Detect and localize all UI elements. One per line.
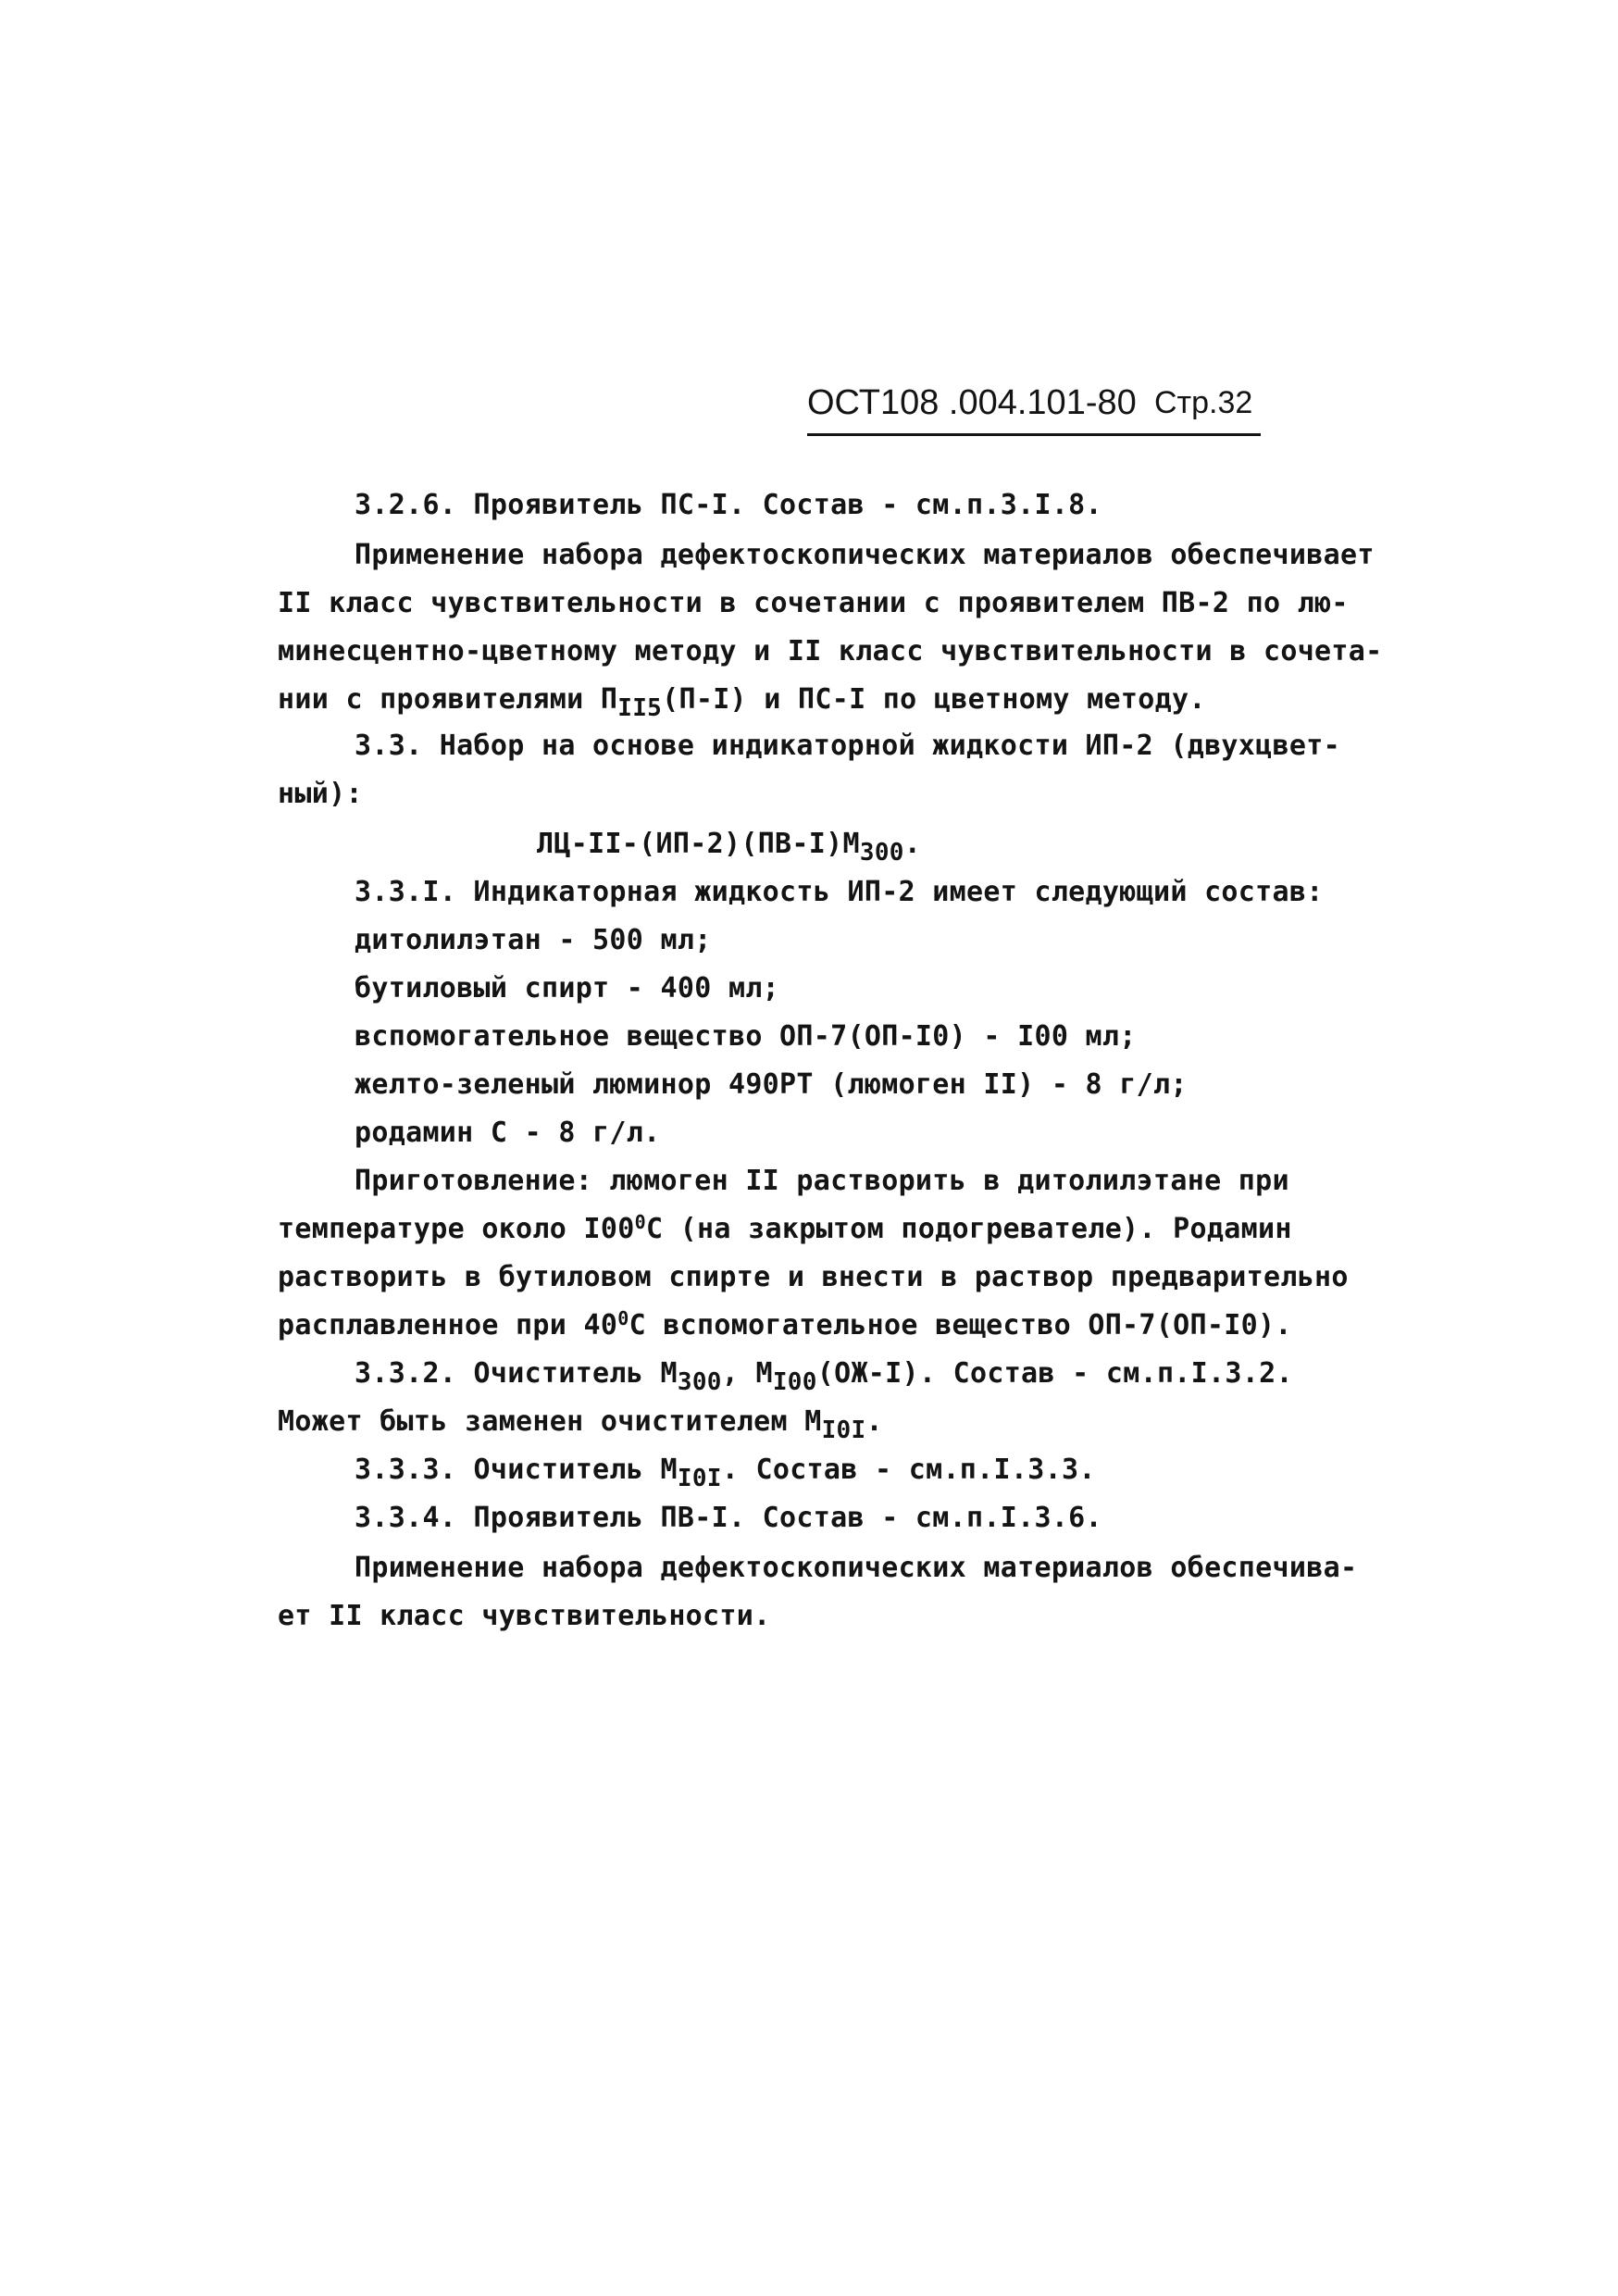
- text-segment: 3.3.2. Очиститель М: [355, 1357, 678, 1390]
- text-segment: ЛЦ-II-(ИП-2)(ПВ-I)М: [537, 828, 860, 860]
- text-segment: (П-I) и ПС-I по цветному методу.: [662, 683, 1206, 716]
- section-3-3-1-heading: 3.3.I. Индикаторная жидкость ИП-2 имеет следующий состав:: [355, 876, 1324, 908]
- text-segment: нии с проявителями П: [278, 683, 618, 716]
- section-3-3-3-heading: [355, 1452, 1096, 1492]
- subscript: II5: [617, 694, 663, 722]
- section-3-3-heading-line-2: ный):: [278, 778, 363, 810]
- composition-item-3: вспомогательное вещество ОП-7(ОП-I0) - I00 мл;: [355, 1020, 1137, 1053]
- application-paragraph-1-line-2: II класс чувствительности в сочетании с проявителем ПВ-2 по лю-: [278, 587, 1349, 619]
- page-header: [807, 378, 1261, 436]
- preparation-line-4: [278, 1307, 1292, 1344]
- page-number: Стр.32: [1154, 385, 1253, 420]
- superscript: 0: [617, 1307, 629, 1329]
- application-paragraph-1-line-4: [278, 681, 1206, 722]
- text-segment: 3.3.3. Очиститель М: [355, 1454, 678, 1486]
- text-segment: (ОЖ-I). Состав - см.п.I.3.2.: [816, 1357, 1293, 1390]
- application-paragraph-1-line-1: Применение набора дефектоскопических материалов обеспечивает: [355, 539, 1375, 571]
- text-segment: Может быть заменен очистителем М: [278, 1405, 822, 1438]
- preparation-line-2: [278, 1211, 1292, 1248]
- text-segment: .: [865, 1405, 883, 1438]
- subscript: 300: [859, 839, 904, 867]
- subscript: I0I: [677, 1465, 722, 1492]
- composition-item-1: дитолилэтан - 500 мл;: [355, 924, 712, 956]
- subscript: I0I: [821, 1416, 866, 1444]
- subscript: 300: [677, 1368, 722, 1396]
- composition-item-2: бутиловый спирт - 400 мл;: [355, 972, 780, 1004]
- section-3-3-2-line-2: [278, 1404, 883, 1444]
- text-segment: . Состав - см.п.I.3.3.: [721, 1454, 1096, 1486]
- preparation-line-3: растворить в бутиловом спирте и внести в раствор предварительно: [278, 1261, 1349, 1293]
- text-segment: С (на закрытом подогревателе). Родамин: [645, 1213, 1292, 1245]
- application-paragraph-2-line-1: Применение набора дефектоскопических материалов обеспечива-: [355, 1552, 1358, 1584]
- composition-item-4: желто-зеленый люминор 490РТ (люмоген II) - 8 г/л;: [355, 1068, 1188, 1101]
- application-paragraph-1-line-3: минесцентно-цветному методу и II класс чувствительности в сочета-: [278, 635, 1383, 668]
- application-paragraph-2-line-2: ет II класс чувствительности.: [278, 1600, 771, 1632]
- composition-item-5: родамин С - 8 г/л.: [355, 1117, 661, 1149]
- section-3-3-2-line-1: [355, 1355, 1293, 1396]
- section-3-2-6-heading: 3.2.6. Проявитель ПС-I. Состав - см.п.3.I.8.: [355, 489, 1102, 521]
- superscript: 0: [634, 1211, 646, 1233]
- preparation-line-1: Приготовление: люмоген II растворить в дитолилэтане при: [355, 1165, 1289, 1197]
- text-segment: .: [903, 828, 922, 860]
- text-segment: расплавленное при 40: [278, 1309, 618, 1341]
- kit-formula: [537, 826, 922, 867]
- subscript: I00: [772, 1368, 817, 1396]
- text-segment: , М: [721, 1357, 773, 1390]
- text-segment: температуре около I00: [278, 1213, 635, 1245]
- section-3-3-heading-line-1: 3.3. Набор на основе индикаторной жидкости ИП-2 (двухцвет-: [355, 730, 1340, 762]
- text-segment: С вспомогательное вещество ОП-7(ОП-I0).: [629, 1309, 1292, 1341]
- document-code: ОСТ108 .004.101-80: [807, 383, 1137, 422]
- section-3-3-4-heading: 3.3.4. Проявитель ПВ-I. Состав - см.п.I.3.6.: [355, 1502, 1102, 1534]
